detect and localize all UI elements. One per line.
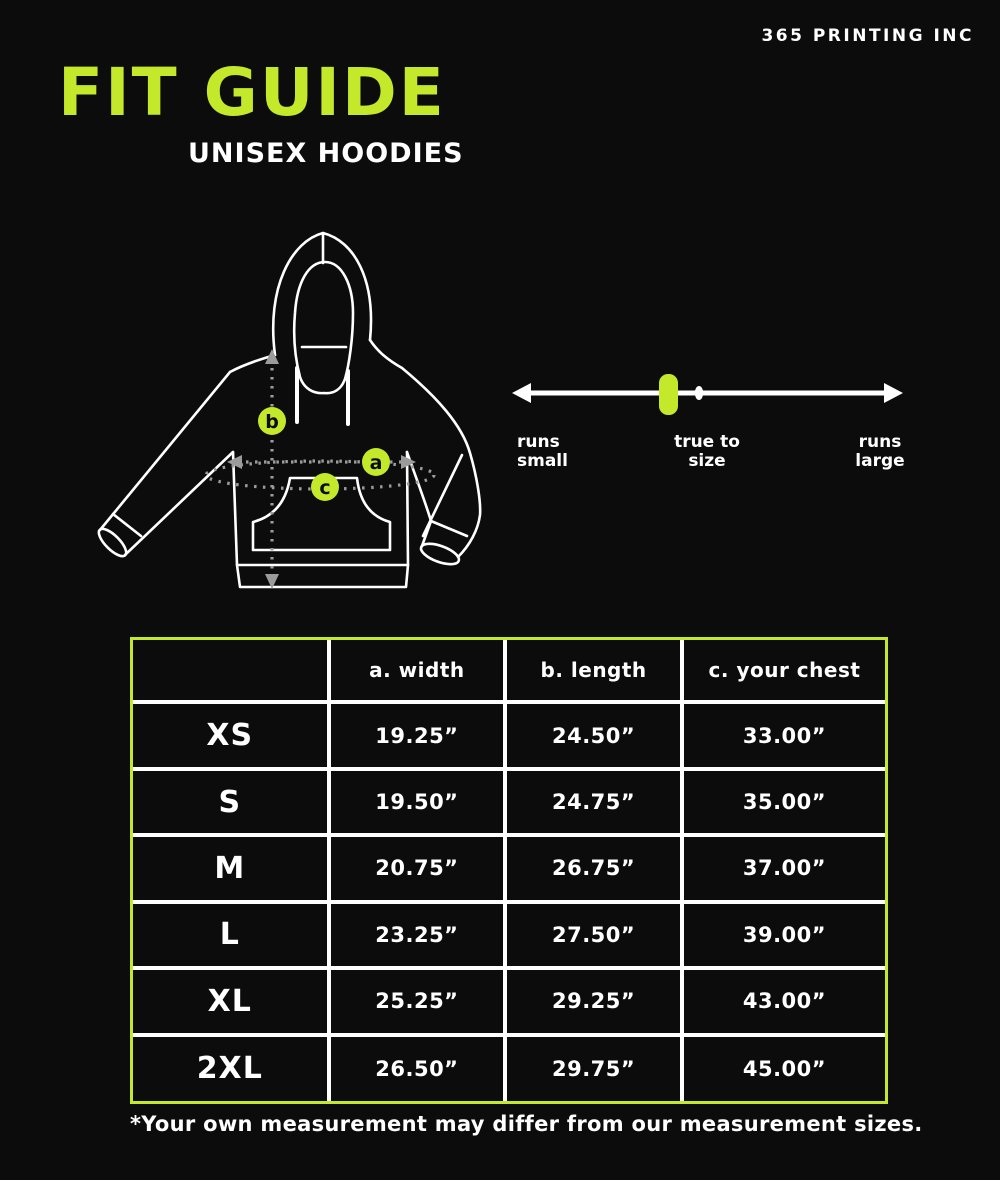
hem-band	[237, 565, 408, 587]
chest-value: 43.00”	[682, 968, 885, 1034]
scale-arrow-right	[884, 383, 903, 403]
scale-label-line: true to	[674, 432, 740, 452]
scale-label-runs-large	[855, 433, 904, 471]
header-length: b. length	[505, 640, 682, 702]
scale-label-line: size	[688, 451, 726, 472]
hoodie-outline	[95, 233, 480, 587]
marker-letter-c: c	[319, 477, 331, 499]
measurement-disclaimer: *Your own measurement may differ from our measurement sizes.	[130, 1112, 923, 1136]
measurement-guides	[206, 349, 434, 589]
hood-face-opening	[294, 262, 353, 393]
table-row-l	[133, 902, 885, 968]
width-value: 19.25”	[329, 702, 506, 768]
fit-scale	[505, 372, 910, 477]
chest-value: 39.00”	[682, 902, 885, 968]
brand-name: 365 PRINTING INC	[761, 26, 974, 46]
header-width: a. width	[329, 640, 506, 702]
page-title: FIT GUIDE	[58, 54, 446, 131]
width-value: 20.75”	[329, 835, 506, 901]
size-label: S	[133, 769, 329, 835]
marker-letter-b: b	[265, 411, 279, 433]
scale-label-runs-small	[517, 433, 568, 471]
scale-label-line: small	[517, 451, 568, 472]
chest-value: 33.00”	[682, 702, 885, 768]
size-table-grid	[133, 640, 885, 1101]
page-subtitle: UNISEX HOODIES	[188, 138, 464, 169]
length-value: 24.75”	[505, 769, 682, 835]
width-value: 19.50”	[329, 769, 506, 835]
fit-scale-svg	[505, 372, 910, 422]
sleeve-left-inner	[125, 452, 233, 555]
scale-label-true-to-size	[674, 433, 740, 471]
marker-letter-a: a	[369, 452, 383, 474]
scale-tick-dot	[695, 386, 703, 400]
length-value: 29.75”	[505, 1035, 682, 1102]
cuff-left-band	[113, 514, 141, 536]
table-header-row	[133, 640, 885, 702]
header-chest: c. your chest	[682, 640, 885, 702]
length-value: 27.50”	[505, 902, 682, 968]
table-row-m	[133, 835, 885, 901]
length-value: 29.25”	[505, 968, 682, 1034]
sleeve-right-fold	[423, 455, 462, 536]
width-value: 23.25”	[329, 902, 506, 968]
scale-label-line: runs	[858, 432, 902, 452]
sleeve-right-inner	[407, 452, 431, 546]
cuff-left-cap	[95, 525, 130, 560]
chest-value: 35.00”	[682, 769, 885, 835]
cuff-right-band	[431, 521, 467, 536]
hoodie-diagram-svg	[95, 225, 500, 620]
scale-label-line: large	[855, 451, 905, 472]
chest-value: 45.00”	[682, 1035, 885, 1102]
sleeve-left-outer	[100, 372, 230, 530]
table-row-s	[133, 769, 885, 835]
chest-value: 37.00”	[682, 835, 885, 901]
scale-label-line: runs	[517, 432, 560, 452]
body-left-edge	[233, 452, 237, 565]
header-empty-cell	[133, 640, 329, 702]
width-value: 25.25”	[329, 968, 506, 1034]
marker-circles	[258, 407, 390, 501]
width-value: 26.50”	[329, 1035, 506, 1102]
size-label: M	[133, 835, 329, 901]
scale-marker-pill	[659, 374, 678, 415]
size-label: XL	[133, 968, 329, 1034]
length-value: 24.50”	[505, 702, 682, 768]
table-row-xl	[133, 968, 885, 1034]
shoulder-right	[370, 340, 402, 368]
cuff-right-cap	[418, 540, 461, 569]
size-label: L	[133, 902, 329, 968]
table-row-2xl	[133, 1035, 885, 1102]
size-label: XS	[133, 702, 329, 768]
size-table	[130, 637, 888, 1104]
length-value: 26.75”	[505, 835, 682, 901]
table-row-xs	[133, 702, 885, 768]
size-label: 2XL	[133, 1035, 329, 1102]
scale-arrow-left	[512, 383, 531, 403]
hoodie-measurement-diagram	[95, 225, 500, 620]
body-right-edge	[407, 452, 408, 565]
